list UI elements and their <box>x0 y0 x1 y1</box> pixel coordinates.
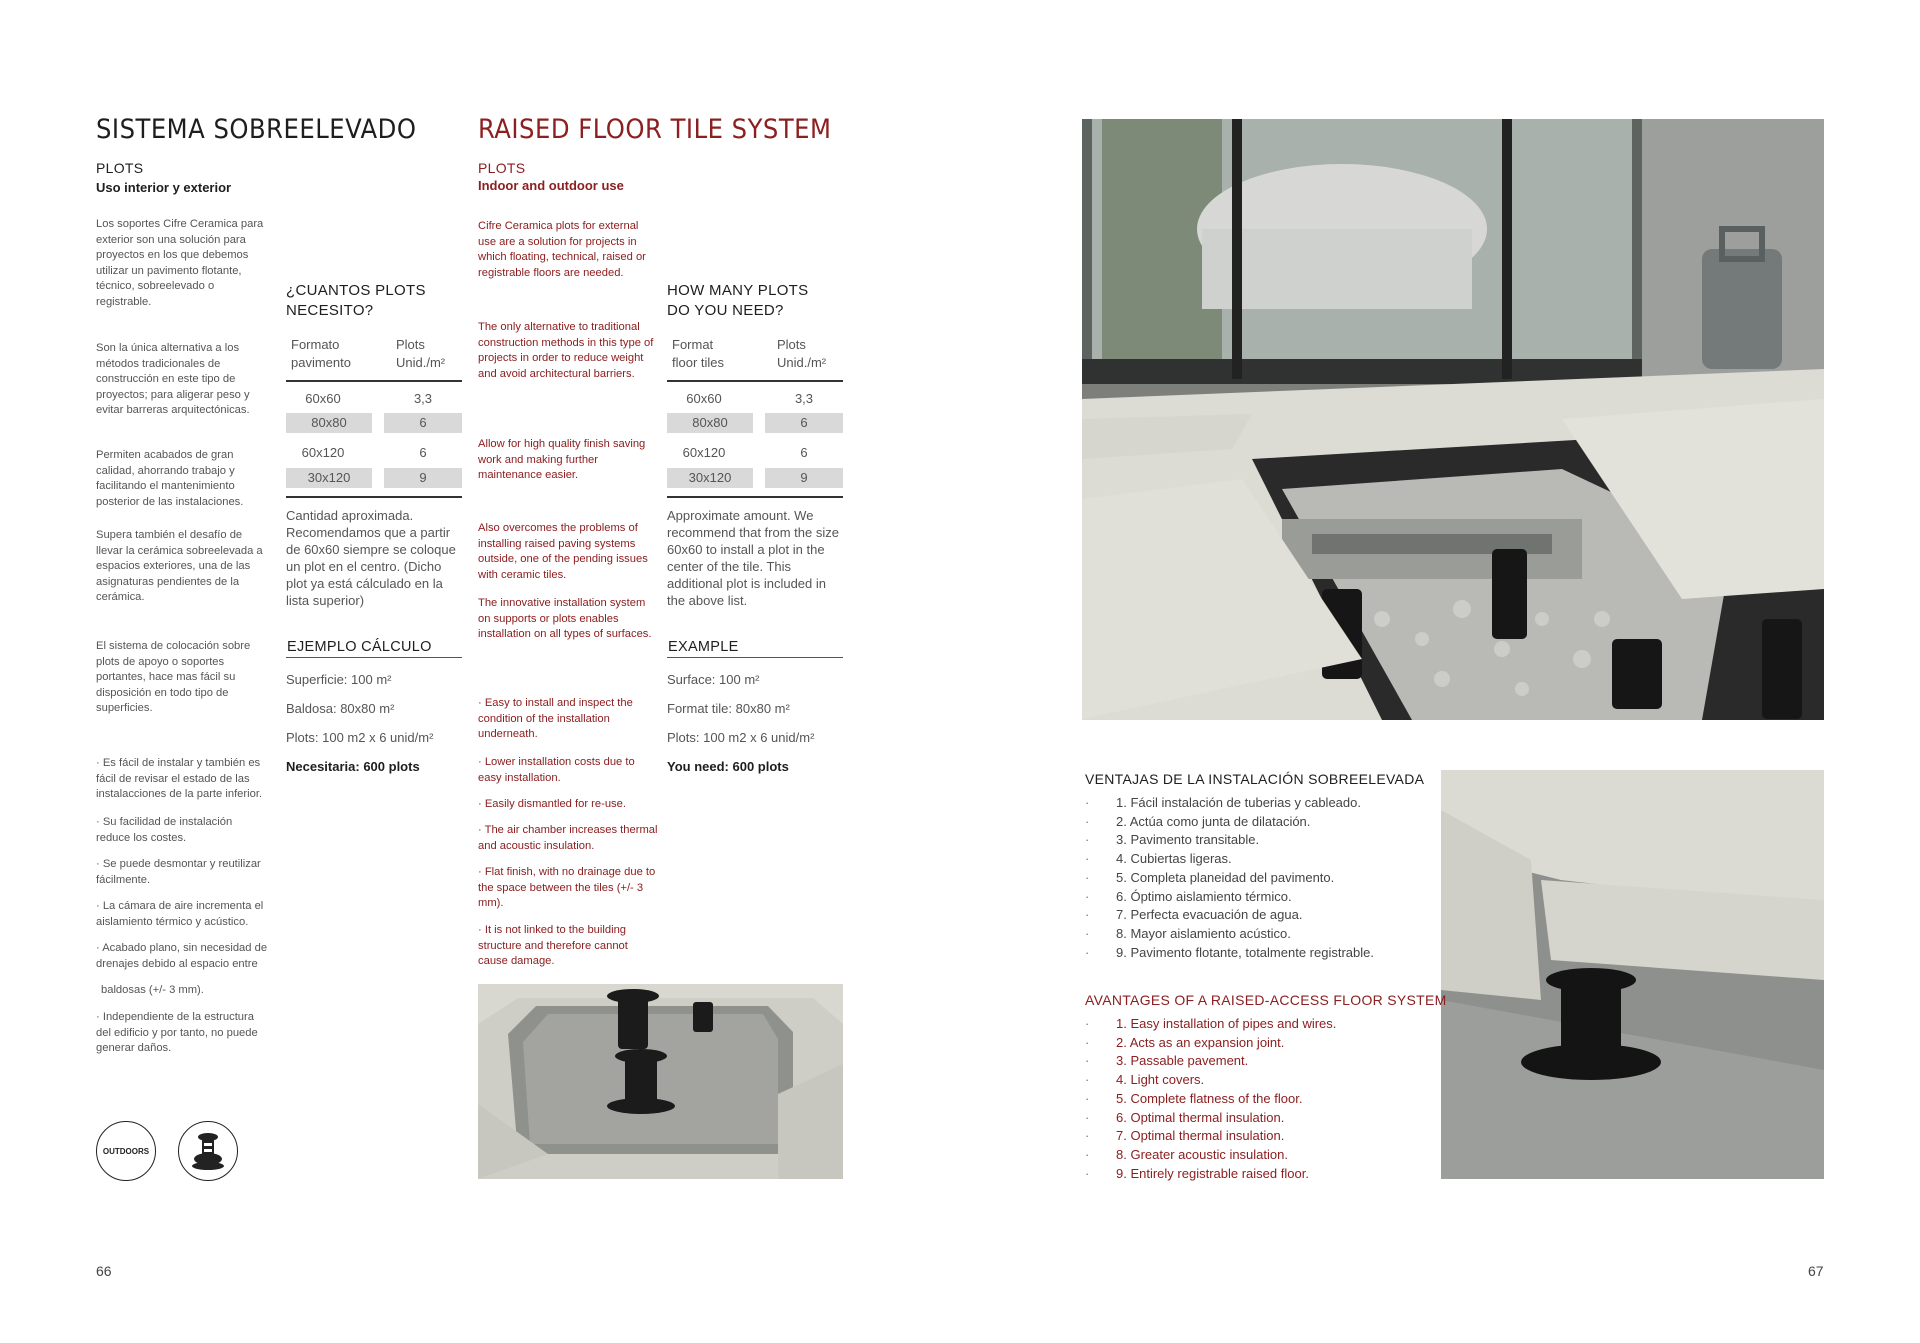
col-header-line: Plots <box>396 337 425 352</box>
col-header-plots-en <box>777 336 826 372</box>
en-paragraph: The innovative installation system on supports or plots enables installation on all types of surfaces. <box>478 597 652 640</box>
col-header-line: Plots <box>777 337 806 352</box>
table-row <box>667 468 843 488</box>
list-item: · 1. Easy installation of pipes and wires. <box>1085 1015 1336 1034</box>
list-item: · 5. Complete flatness of the floor. <box>1085 1090 1336 1109</box>
es-bullet: · Acabado plano, sin necesidad de drenajes debido al espacio entre <box>96 942 268 970</box>
advantages-list <box>1085 1015 1336 1183</box>
plot-detail-photo <box>1441 770 1824 1179</box>
en-bullet: · Easy to install and inspect the condition of the installation underneath. <box>478 697 633 740</box>
table-rule <box>667 380 843 382</box>
table-cell-plots: 6 <box>384 413 462 433</box>
use-label-es: Uso interior y exterior <box>96 180 232 195</box>
how-many-en <box>667 281 808 321</box>
en-bullet: · Flat finish, with no drainage due to the space between the tiles (+/- 3 mm). <box>478 866 656 909</box>
how-many-es <box>286 281 426 321</box>
table-cell-plots: 6 <box>800 445 808 460</box>
table-cell-format: 60x120 <box>301 445 345 460</box>
list-item: · 6. Optimal thermal insulation. <box>1085 1109 1336 1128</box>
table-cell-format: 60x60 <box>305 391 341 406</box>
plots-label-es: PLOTS <box>96 160 144 176</box>
terrace-photo <box>1082 119 1824 720</box>
table-row <box>667 413 843 433</box>
col-header-plots-es <box>396 336 445 372</box>
table-rule <box>286 496 462 498</box>
plot-install-photo <box>478 984 843 1179</box>
es-paragraph: Supera también el desafío de llevar la cerámica sobreelevada a espacios exteriores, una de las asignaturas pendientes de la cerámica. <box>96 529 263 603</box>
es-paragraph: El sistema de colocación sobre plots de apoyo o soportes portantes, hace mas fácil su disposición en todo tipo de superficies. <box>96 640 251 714</box>
how-many-es-line: ¿CUANTOS PLOTS <box>286 282 426 299</box>
example-rule <box>667 657 843 658</box>
table-cell-plots: 3,3 <box>413 391 433 406</box>
es-paragraph: Los soportes Cifre Ceramica para exterior son una solución para proyectos en los que debemos utilizar un pavimento flotante, técnico, sobreelevado o registrable. <box>96 218 264 308</box>
list-item: · 4. Cubiertas ligeras. <box>1085 850 1374 869</box>
table-row <box>667 389 843 409</box>
example-line-en: Plots: 100 m2 x 6 unid/m² <box>667 730 815 745</box>
table-cell-format: 60x120 <box>682 445 726 460</box>
table-cell-plots: 6 <box>765 413 843 433</box>
en-paragraph: Cifre Ceramica plots for external use are a solution for projects in which floating, technical, raised or registrable floors are needed. <box>478 220 646 279</box>
table-cell-format: 60x60 <box>686 391 722 406</box>
title-en: RAISED FLOOR TILE SYSTEM <box>478 114 832 145</box>
plot-support-icon <box>178 1121 238 1181</box>
outdoors-badge-label: OUTDOORS <box>102 1146 150 1156</box>
list-item: · 3. Passable pavement. <box>1085 1052 1336 1071</box>
col-header-line: Formato <box>291 337 340 352</box>
example-title-en: EXAMPLE <box>668 639 739 655</box>
list-item: · 7. Perfecta evacuación de agua. <box>1085 906 1374 925</box>
en-paragraph: Allow for high quality finish saving work and making further maintenance easier. <box>478 438 646 481</box>
es-bullet: · Es fácil de instalar y también es fácil de revisar el estado de las instalacciones de la parte inferior. <box>96 757 263 800</box>
list-item: · 7. Optimal thermal insulation. <box>1085 1127 1336 1146</box>
col-header-line: Format <box>672 337 714 352</box>
example-line-en: Format tile: 80x80 m² <box>667 701 790 716</box>
use-label-en: Indoor and outdoor use <box>478 178 624 193</box>
col-header-format-en <box>672 336 724 372</box>
list-item: · 9. Pavimento flotante, totalmente registrable. <box>1085 944 1374 963</box>
en-bullet: · Easily dismantled for re-use. <box>478 798 626 810</box>
es-bullet: baldosas (+/- 3 mm). <box>101 984 204 996</box>
col-header-line: floor tiles <box>672 355 725 370</box>
example-line-es: Baldosa: 80x80 m² <box>286 701 395 716</box>
example-line-es: Superficie: 100 m² <box>286 672 392 687</box>
example-line-en: Surface: 100 m² <box>667 672 760 687</box>
table-row <box>286 413 462 433</box>
list-item: · 9. Entirely registrable raised floor. <box>1085 1165 1336 1184</box>
table-cell-plots: 3,3 <box>794 391 814 406</box>
how-many-en-line: HOW MANY PLOTS <box>667 282 809 299</box>
note-en: Approximate amount. We recommend that from the size 60x60 to install a plot in the center of the tile. This additional plot is included in the above list. <box>667 508 839 608</box>
plots-label-en: PLOTS <box>478 160 526 176</box>
list-item: · 2. Acts as an expansion joint. <box>1085 1034 1336 1053</box>
en-paragraph: The only alternative to traditional construction methods in this type of projects in order to reduce weight and avoid architectural barriers. <box>478 321 654 380</box>
list-item: · 5. Completa planeidad del pavimento. <box>1085 869 1374 888</box>
list-item: · 3. Pavimento transitable. <box>1085 831 1374 850</box>
page-number-left: 66 <box>96 1263 112 1279</box>
en-paragraph: Also overcomes the problems of installing raised paving systems outside, one of the pending issues with ceramic tiles. <box>478 522 648 581</box>
table-row <box>286 468 462 488</box>
es-bullet: · Independiente de la estructura del edificio y por tanto, no puede generar daños. <box>96 1011 258 1054</box>
table-cell-format: 80x80 <box>667 413 753 433</box>
example-result-en: You need: 600 plots <box>667 759 789 774</box>
ventajas-title: VENTAJAS DE LA INSTALACIÓN SOBREELEVADA <box>1085 771 1425 787</box>
list-item: · 6. Óptimo aislamiento térmico. <box>1085 888 1374 907</box>
es-paragraph: Son la única alternativa a los métodos tradicionales de construcción en este tipo de proyectos; para aligerar peso y evitar barreras arquitectónicas. <box>96 342 250 416</box>
list-item: · 4. Light covers. <box>1085 1071 1336 1090</box>
note-es: Cantidad aproximada. Recomendamos que a partir de 60x60 siempre se coloque un plot en el centro. (Dicho plot ya está cálculado en la lista superior) <box>286 508 456 608</box>
example-title-es: EJEMPLO CÁLCULO <box>287 639 432 655</box>
col-header-line: Unid./m² <box>777 355 827 370</box>
ventajas-list <box>1085 794 1374 962</box>
example-line-es: Plots: 100 m2 x 6 unid/m² <box>286 730 434 745</box>
en-bullet: · The air chamber increases thermal and acoustic insulation. <box>478 824 658 852</box>
table-cell-plots: 9 <box>765 468 843 488</box>
list-item: · 8. Mayor aislamiento acústico. <box>1085 925 1374 944</box>
list-item: · 2. Actúa como junta de dilatación. <box>1085 813 1374 832</box>
table-row <box>286 389 462 409</box>
col-header-line: pavimento <box>291 355 351 370</box>
how-many-es-line: NECESITO? <box>286 302 374 319</box>
example-rule <box>286 657 462 658</box>
table-cell-format: 80x80 <box>286 413 372 433</box>
how-many-en-line: DO YOU NEED? <box>667 302 784 319</box>
table-rule <box>667 496 843 498</box>
page-number-right: 67 <box>1808 1263 1824 1279</box>
title-es: SISTEMA SOBREELEVADO <box>96 114 417 145</box>
list-item: · 1. Fácil instalación de tuberias y cableado. <box>1085 794 1374 813</box>
es-paragraph: Permiten acabados de gran calidad, ahorrando trabajo y facilitando el mantenimiento posterior de las instalaciones. <box>96 449 244 508</box>
outdoors-badge <box>96 1121 156 1181</box>
table-cell-format: 30x120 <box>286 468 372 488</box>
table-rule <box>286 380 462 382</box>
example-result-es: Necesitaria: 600 plots <box>286 759 420 774</box>
table-row <box>286 443 462 463</box>
table-cell-format: 30x120 <box>667 468 753 488</box>
col-header-format-es <box>291 336 351 372</box>
es-bullet: · Se puede desmontar y reutilizar fácilmente. <box>96 858 261 886</box>
table-row <box>667 443 843 463</box>
es-bullet: · La cámara de aire incrementa el aislamiento térmico y acústico. <box>96 900 264 928</box>
en-bullet: · Lower installation costs due to easy installation. <box>478 756 635 784</box>
advantages-title: AVANTAGES OF A RAISED-ACCESS FLOOR SYSTEM <box>1085 992 1447 1008</box>
en-bullet: · It is not linked to the building structure and therefore cannot cause damage. <box>478 924 628 967</box>
col-header-line: Unid./m² <box>396 355 446 370</box>
table-cell-plots: 6 <box>419 445 427 460</box>
list-item: · 8. Greater acoustic insulation. <box>1085 1146 1336 1165</box>
table-cell-plots: 9 <box>384 468 462 488</box>
es-bullet: · Su facilidad de instalación reduce los costes. <box>96 816 233 844</box>
